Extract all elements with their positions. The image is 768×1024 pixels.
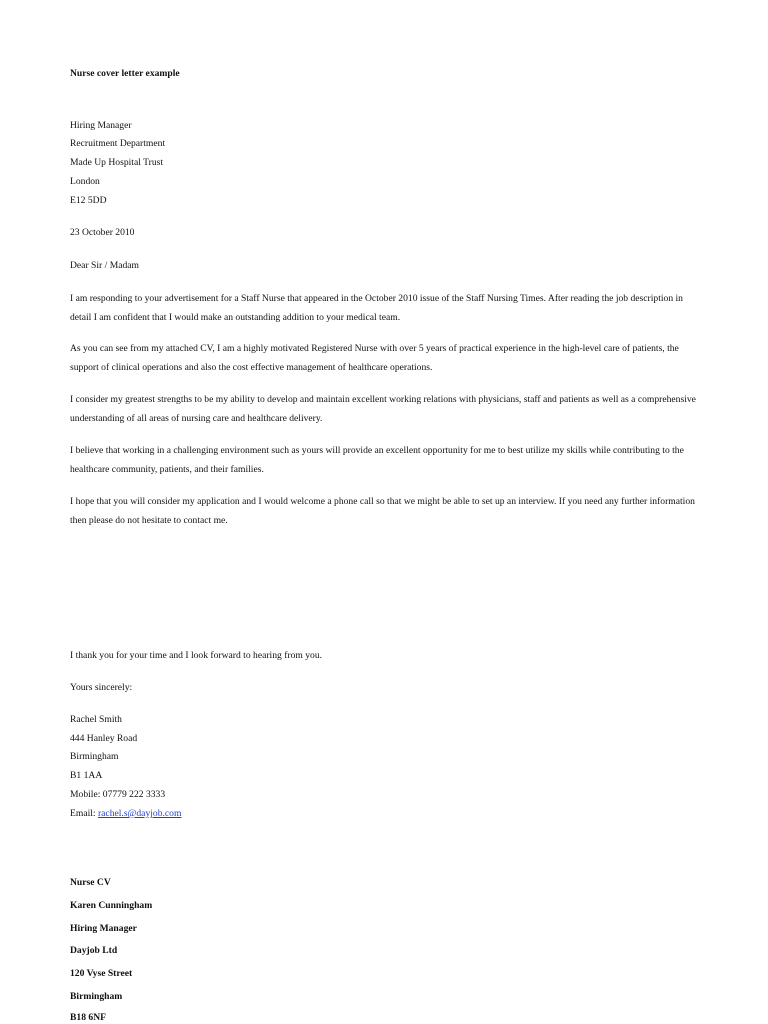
sender-city: Birmingham <box>70 751 119 762</box>
closing-line: I thank you for your time and I look forward to hearing from you. <box>70 650 323 661</box>
cv-heading: Nurse CV <box>70 877 111 888</box>
salutation: Dear Sir / Madam <box>70 260 140 271</box>
letter-date: 23 October 2010 <box>70 227 135 238</box>
cv-street: 120 Vyse Street <box>70 968 133 979</box>
sender-postcode: B1 1AA <box>70 770 103 781</box>
body-paragraph-3: I consider my greatest strengths to be my ability to develop and maintain excellent working relations with physicians, staff and patients as well as a comprehensive understanding of all areas of nursing care and healthcare delivery. <box>70 394 696 424</box>
body-paragraph-5: I hope that you will consider my application and I would welcome a phone call so that we might be able to set up an interview. If you need any further information then please do not hesitate to contact me. <box>70 496 695 526</box>
sender-street: 444 Hanley Road <box>70 733 138 744</box>
cv-role: Hiring Manager <box>70 923 137 934</box>
body-paragraph-4: I believe that working in a challenging environment such as yours will provide an excellent opportunity for me to best utilize my skills while contributing to the healthcare community, patients, and their families. <box>70 445 684 475</box>
cv-city: Birmingham <box>70 991 123 1002</box>
document-title: Nurse cover letter example <box>70 68 180 79</box>
recipient-postcode: E12 5DD <box>70 195 107 206</box>
cv-name: Karen Cunningham <box>70 900 153 911</box>
cv-postcode: B18 6NF <box>70 1012 106 1023</box>
sender-email-line <box>70 808 181 820</box>
recipient-name: Hiring Manager <box>70 120 132 131</box>
sender-email-link[interactable]: rachel.s@dayjob.com <box>97 808 182 819</box>
recipient-organisation: Made Up Hospital Trust <box>70 157 164 168</box>
cv-company: Dayjob Ltd <box>70 945 118 956</box>
recipient-department: Recruitment Department <box>70 138 166 149</box>
sender-name: Rachel Smith <box>70 714 122 725</box>
body-paragraph-1: I am responding to your advertisement for a Staff Nurse that appeared in the October 2010 issue of the Staff Nursing Times. After reading the job description in detail I am confident that I would make an outstanding addition to your medical team. <box>70 293 683 323</box>
sign-off: Yours sincerely: <box>70 682 133 693</box>
body-paragraph-2: As you can see from my attached CV, I am a highly motivated Registered Nurse with over 5 years of practical experience in the high-level care of patients, the support of clinical operations and also the cost effective management of healthcare operations. <box>70 343 679 373</box>
sender-mobile: Mobile: 07779 222 3333 <box>70 789 166 800</box>
recipient-city: London <box>70 176 100 187</box>
sender-email-label: Email: <box>70 808 96 819</box>
